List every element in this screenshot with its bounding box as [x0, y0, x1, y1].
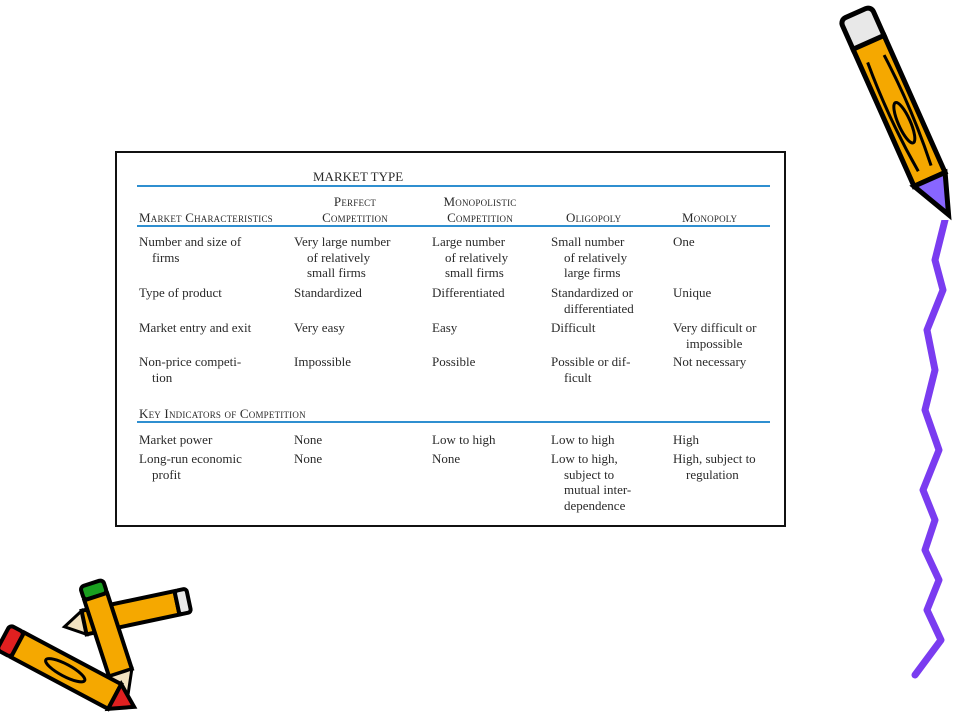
row-label: Market entry and exit [139, 320, 252, 335]
cell-monopolistic: Possible [432, 354, 476, 369]
cell-perfect: None [294, 432, 323, 447]
cell-perfect: None [294, 451, 323, 466]
row-label: Long-run economic profit [139, 451, 242, 482]
cell-oligopoly: Small number of relatively large firms [551, 234, 628, 280]
section2-rule [137, 421, 770, 423]
row-label: Number and size of firms [139, 234, 242, 265]
cell-monopolistic: Easy [432, 320, 458, 335]
cell-monopolistic: Low to high [432, 432, 496, 447]
col-oligopoly: Oligopoly [566, 210, 622, 225]
column-header-rule [137, 225, 770, 227]
cell-monopoly: Very difficult or impossible [673, 320, 757, 351]
row-label: Type of product [139, 285, 222, 300]
row-label: Non-price competi- tion [139, 354, 242, 385]
row-label: Market power [139, 432, 213, 447]
market-type-header: MARKET TYPE [313, 169, 404, 184]
cell-monopoly: High, subject to regulation [673, 451, 756, 482]
cell-oligopoly: Low to high [551, 432, 615, 447]
cell-monopolistic: None [432, 451, 461, 466]
crossed-pencils-icon [0, 575, 200, 720]
cell-perfect: Very easy [294, 320, 345, 335]
cell-oligopoly: Possible or dif- ficult [551, 354, 631, 385]
cell-oligopoly: Low to high, subject to mutual inter- dependence [551, 451, 632, 513]
cell-monopolistic: Large number of relatively small firms [432, 234, 509, 280]
cell-monopolistic: Differentiated [432, 285, 505, 300]
cell-monopoly: Not necessary [673, 354, 747, 369]
key-indicators-header: Key Indicators of Competition [139, 406, 306, 421]
col-monopolistic-1: Monopolistic [443, 194, 517, 209]
cell-oligopoly: Difficult [551, 320, 596, 335]
col-monopoly: Monopoly [682, 210, 738, 225]
cell-perfect: Very large number of relatively small firms [294, 234, 391, 280]
col-monopolistic-2: Competition [447, 210, 513, 225]
cell-monopoly: High [673, 432, 699, 447]
header-rule [137, 185, 770, 187]
col-characteristics: Market Characteristics [139, 210, 273, 225]
cell-oligopoly: Standardized or differentiated [551, 285, 634, 316]
squiggle-line [905, 220, 960, 680]
market-structure-table [115, 151, 786, 527]
pencil-icon [800, 0, 960, 235]
col-perfect-1: Perfect [333, 194, 377, 209]
cell-monopoly: Unique [673, 285, 712, 300]
cell-perfect: Standardized [294, 285, 362, 300]
col-perfect-2: Competition [322, 210, 388, 225]
cell-monopoly: One [673, 234, 695, 249]
cell-perfect: Impossible [294, 354, 352, 369]
